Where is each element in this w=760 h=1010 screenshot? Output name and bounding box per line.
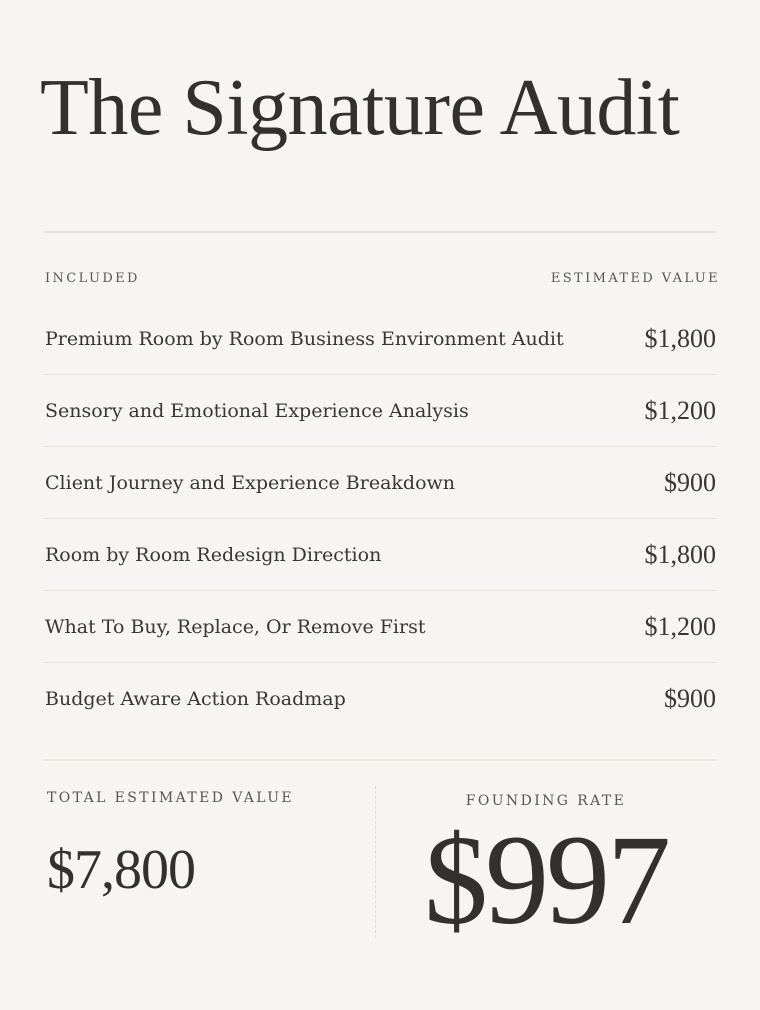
estimated-value-column-header: ESTIMATED VALUE — [550, 271, 720, 286]
item-label: Budget Aware Action Roadmap — [45, 688, 346, 710]
item-value: $1,800 — [644, 323, 716, 353]
list-item — [44, 591, 716, 663]
item-label: Premium Room by Room Business Environment Audit — [45, 327, 564, 350]
total-estimated-label: TOTAL ESTIMATED VALUE — [47, 790, 295, 806]
top-divider — [44, 231, 716, 233]
total-estimated-value: $7,800 — [47, 839, 195, 901]
included-items-list — [44, 303, 716, 735]
list-item — [44, 663, 716, 735]
item-label: Client Journey and Experience Breakdown — [45, 471, 456, 494]
total-estimated-section — [47, 790, 367, 902]
page-title: The Signature Audit — [40, 64, 680, 152]
item-value: $900 — [664, 684, 716, 713]
item-label: Room by Room Redesign Direction — [45, 543, 382, 566]
included-column-header: INCLUDED — [45, 271, 140, 286]
founding-rate-section — [376, 790, 716, 951]
item-label: Sensory and Emotional Experience Analysis — [45, 399, 469, 422]
list-item — [44, 375, 716, 447]
item-value: $900 — [664, 467, 716, 497]
list-item — [44, 447, 716, 519]
item-value: $1,800 — [644, 539, 716, 569]
founding-rate-label: FOUNDING RATE — [465, 793, 627, 809]
item-label: What To Buy, Replace, Or Remove First — [45, 615, 426, 638]
bottom-divider — [44, 759, 716, 761]
list-item — [44, 303, 716, 375]
item-value: $1,200 — [644, 611, 716, 641]
item-value: $1,200 — [644, 395, 716, 425]
founding-rate-value: $997 — [424, 809, 668, 951]
list-item — [44, 519, 716, 591]
